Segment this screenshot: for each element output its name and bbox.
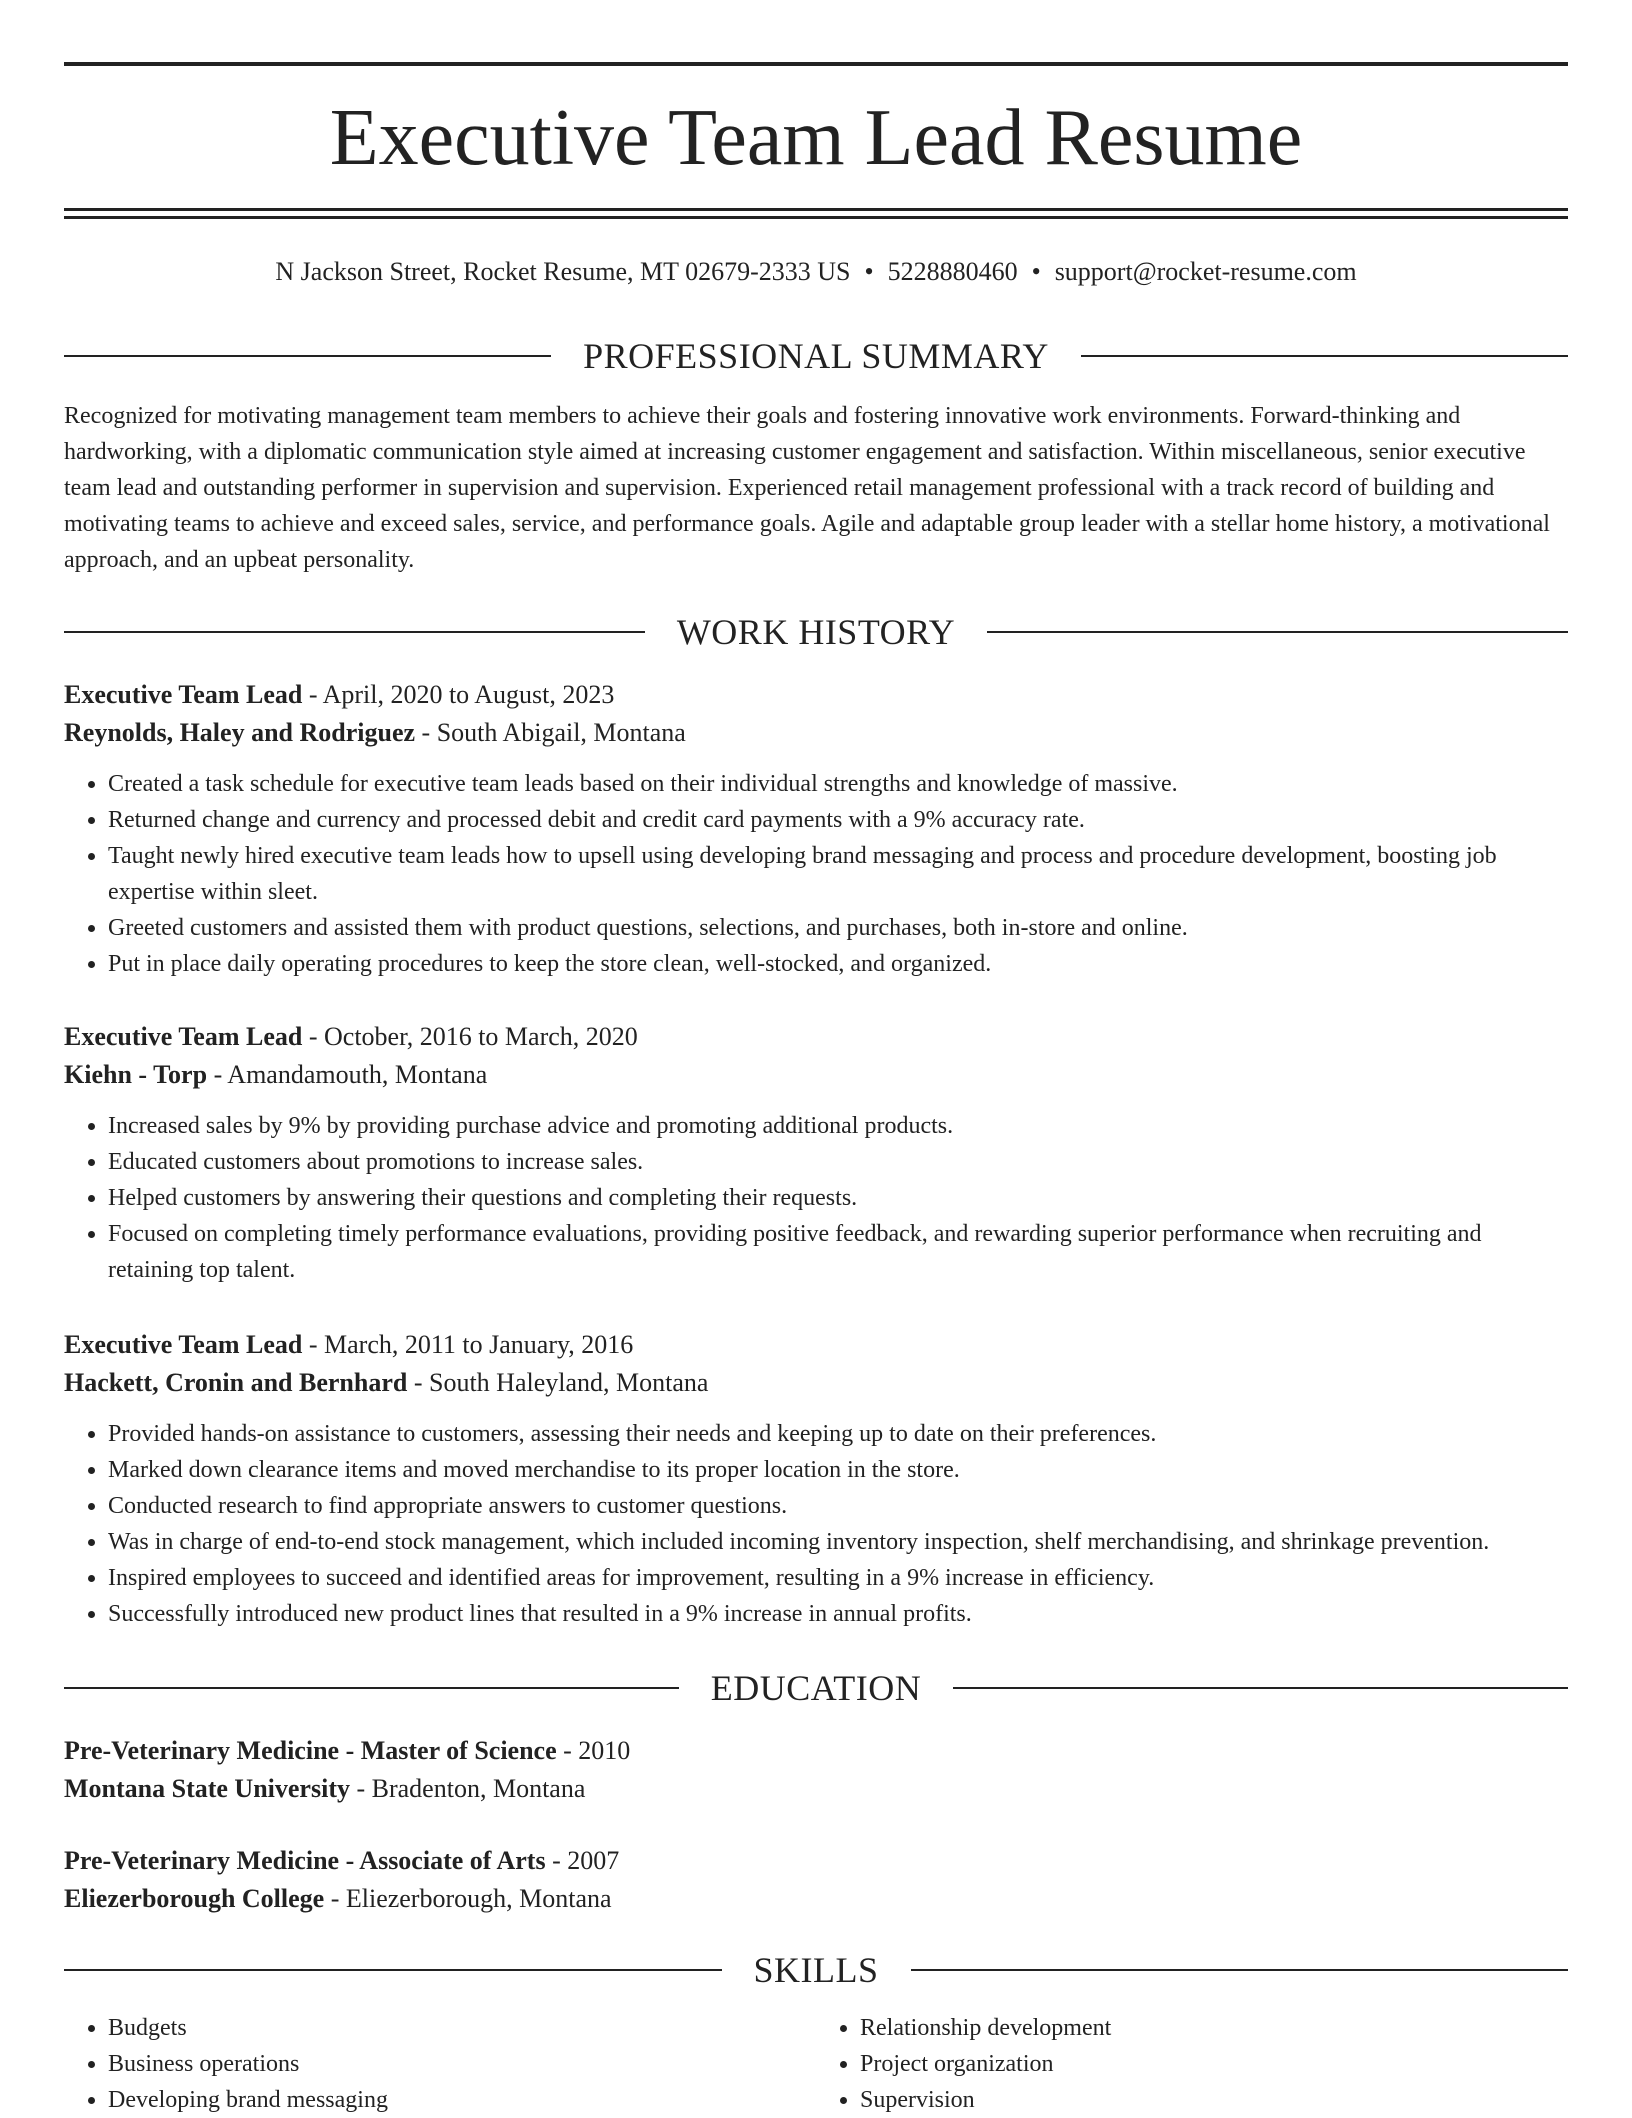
job-entry-2: [64, 1018, 1568, 1288]
skill-item: • Project organization: [860, 2046, 1568, 2082]
job-bullet: • Marked down clearance items and moved merchandise to its proper location in the store.: [108, 1452, 1568, 1488]
section-title-summary: PROFESSIONAL SUMMARY: [583, 336, 1049, 376]
education-location: - Bradenton, Montana: [349, 1774, 586, 1803]
job-company: Hackett, Cronin and Bernhard: [64, 1368, 408, 1397]
education-school-line: [64, 1770, 1568, 1808]
title-double-rule-upper: [64, 208, 1568, 211]
skill-item: • Developing brand messaging: [108, 2082, 816, 2118]
section-header-skills: [64, 1948, 1568, 1992]
job-company-line: [64, 714, 1568, 752]
job-bullet: • Created a task schedule for executive team leads based on their individual strengths and knowledge of massive.: [108, 766, 1568, 802]
job-location: - South Haleyland, Montana: [407, 1368, 709, 1397]
contact-line: [64, 254, 1568, 290]
section-rule-left: [64, 631, 645, 633]
job-bullet: • Conducted research to find appropriate answers to customer questions.: [108, 1488, 1568, 1524]
summary-text: Recognized for motivating management team members to achieve their goals and fostering innovative work environments. Forward-thinking and hardworking, with a diplomatic communication style aimed at increasing customer engagement and satisfaction. Within miscellaneous, senior executive team lead and outstanding performer in supervision and supervision. Experienced retail management professional with a track record of building and motivating teams to achieve and exceed sales, service, and performance goals. Agile and adaptable group leader with a stellar home history, a motivational approach, and an upbeat personality.: [64, 403, 1550, 573]
education-degree: Pre-Veterinary Medicine - Associate of Arts: [64, 1846, 546, 1875]
section-rule-right: [1081, 355, 1568, 357]
job-location: - South Abigail, Montana: [415, 718, 686, 747]
job-bullet: • Increased sales by 9% by providing purchase advice and promoting additional products.: [108, 1108, 1568, 1144]
section-title-work: WORK HISTORY: [676, 612, 956, 652]
education-year: - 2007: [545, 1846, 620, 1875]
skills-column-left: [64, 2010, 816, 2118]
skill-item: • Budgets: [108, 2010, 816, 2046]
job-bullet: • Helped customers by answering their questions and completing their requests.: [108, 1180, 1568, 1216]
education-degree-line: [64, 1732, 1568, 1770]
job-bullet: • Taught newly hired executive team leads how to upsell using developing brand messaging and process and procedure development, boosting job expertise within sleet.: [108, 838, 1568, 910]
job-bullet: • Provided hands-on assistance to customers, assessing their needs and keeping up to date on their preferences.: [108, 1416, 1568, 1452]
job-company-line: [64, 1056, 1568, 1094]
job-bullet: • Greeted customers and assisted them with product questions, selections, and purchases, both in-store and online.: [108, 910, 1568, 946]
top-rule: [64, 62, 1568, 66]
section-rule-right: [953, 1687, 1568, 1689]
education-degree: Pre-Veterinary Medicine - Master of Science: [64, 1736, 557, 1765]
contact-phone: 5228880460: [887, 257, 1018, 286]
job-title: Executive Team Lead: [64, 1330, 303, 1359]
job-company: Kiehn - Torp: [64, 1060, 208, 1089]
job-bullets: [64, 1108, 1568, 1288]
job-dates: - March, 2011 to January, 2016: [302, 1330, 634, 1359]
contact-address: N Jackson Street, Rocket Resume, MT 02679-2333 US: [275, 257, 851, 286]
skill-item: • Relationship development: [860, 2010, 1568, 2046]
contact-separator: •: [1031, 257, 1041, 286]
job-company-line: [64, 1364, 1568, 1402]
job-title-line: [64, 1018, 1568, 1056]
skill-item: • Business operations: [108, 2046, 816, 2082]
job-bullet: • Returned change and currency and processed debit and credit card payments with a 9% accuracy rate.: [108, 802, 1568, 838]
job-title: Executive Team Lead: [64, 1022, 303, 1051]
section-rule-right: [911, 1969, 1569, 1971]
job-bullet: • Was in charge of end-to-end stock management, which included incoming inventory inspection, shelf merchandising, and shrinkage prevention.: [108, 1524, 1568, 1560]
job-entry-1: [64, 676, 1568, 982]
job-title: Executive Team Lead: [64, 680, 303, 709]
education-entry-1: [64, 1732, 1568, 1808]
job-bullets: [64, 766, 1568, 982]
skill-item: • Supervision: [860, 2082, 1568, 2118]
job-title-line: [64, 1326, 1568, 1364]
education-year: - 2010: [556, 1736, 631, 1765]
education-degree-line: [64, 1842, 1568, 1880]
education-location: - Eliezerborough, Montana: [324, 1884, 612, 1913]
section-title-education: EDUCATION: [710, 1668, 922, 1708]
education-entry-2: [64, 1842, 1568, 1918]
section-title-skills: SKILLS: [753, 1950, 879, 1990]
job-company: Reynolds, Haley and Rodriguez: [64, 718, 416, 747]
job-dates: - October, 2016 to March, 2020: [302, 1022, 638, 1051]
title-double-rule-lower: [64, 216, 1568, 219]
section-header-work: [64, 610, 1568, 654]
job-bullet: • Inspired employees to succeed and identified areas for improvement, resulting in a 9% increase in efficiency.: [108, 1560, 1568, 1596]
education-school-line: [64, 1880, 1568, 1918]
job-bullet: • Put in place daily operating procedures to keep the store clean, well-stocked, and organized.: [108, 946, 1568, 982]
job-entry-3: [64, 1326, 1568, 1632]
job-bullet: • Educated customers about promotions to increase sales.: [108, 1144, 1568, 1180]
job-title-line: [64, 676, 1568, 714]
job-bullet: • Successfully introduced new product lines that resulted in a 9% increase in annual profits.: [108, 1596, 1568, 1632]
job-dates: - April, 2020 to August, 2023: [302, 680, 615, 709]
job-bullets: [64, 1416, 1568, 1632]
resume-title: Executive Team Lead Resume: [329, 94, 1303, 182]
skills-list: [64, 2010, 1568, 2118]
education-school: Montana State University: [64, 1774, 350, 1803]
job-location: - Amandamouth, Montana: [207, 1060, 488, 1089]
section-header-summary: [64, 334, 1568, 378]
section-rule-left: [64, 355, 551, 357]
section-header-education: [64, 1666, 1568, 1710]
contact-email: support@rocket-resume.com: [1054, 257, 1357, 286]
section-rule-right: [987, 631, 1568, 633]
job-bullet: • Focused on completing timely performance evaluations, providing positive feedback, and rewarding superior performance when recruiting and retaining top talent.: [108, 1216, 1568, 1288]
contact-separator: •: [864, 257, 874, 286]
skills-column-right: [816, 2010, 1568, 2118]
education-school: Eliezerborough College: [64, 1884, 325, 1913]
section-rule-left: [64, 1969, 722, 1971]
section-rule-left: [64, 1687, 679, 1689]
